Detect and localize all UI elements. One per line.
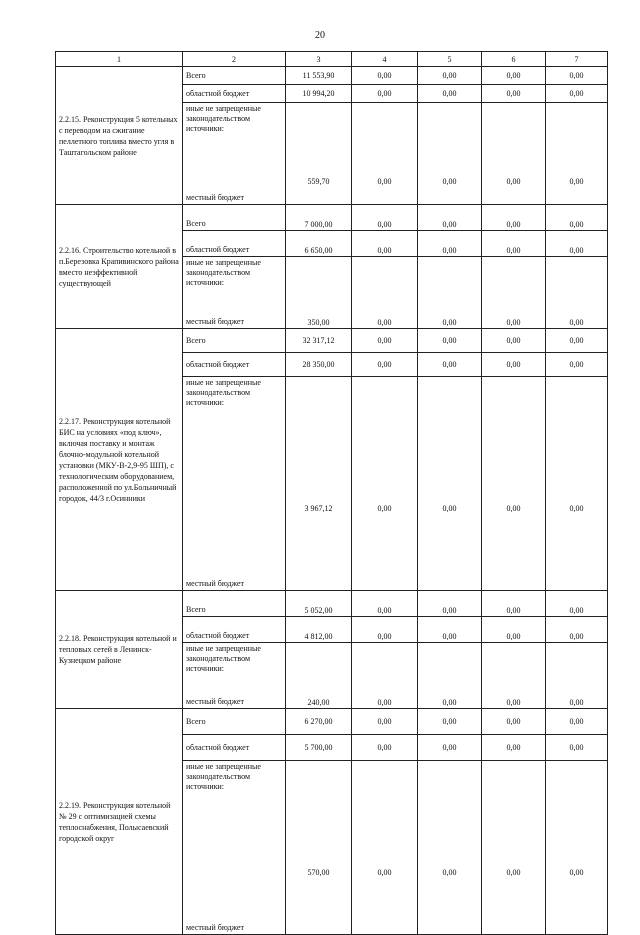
row-label-other: иные не запрещенные законодательством источники: — [183, 377, 286, 427]
row-label-other: иные не запрещенные законодательством источники: — [183, 761, 286, 811]
empty-cell — [286, 377, 352, 427]
header-cell: 6 — [482, 52, 546, 67]
empty-cell — [286, 643, 352, 685]
row-label-local: местный бюджет — [183, 685, 286, 709]
row-label-regional: областной бюджет — [183, 353, 286, 377]
row-label-regional: областной бюджет — [183, 617, 286, 643]
amount-cell: 5 700,00 — [286, 735, 352, 761]
table-row — [56, 709, 608, 735]
empty-cell — [418, 761, 482, 811]
page-number: 20 — [315, 30, 325, 41]
amount-cell: 0,00 — [482, 617, 546, 643]
amount-cell: 7 000,00 — [286, 205, 352, 231]
empty-cell — [418, 377, 482, 427]
amount-cell: 0,00 — [482, 329, 546, 353]
amount-cell: 0,00 — [546, 205, 608, 231]
amount-cell: 0,00 — [352, 685, 418, 709]
empty-cell — [352, 257, 418, 307]
empty-cell — [418, 643, 482, 685]
empty-cell — [482, 377, 546, 427]
amount-cell: 0,00 — [482, 307, 546, 329]
row-label-local: местный бюджет — [183, 307, 286, 329]
amount-cell: 0,00 — [482, 735, 546, 761]
empty-cell — [418, 103, 482, 159]
table-row — [56, 67, 608, 85]
header-cell: 4 — [352, 52, 418, 67]
amount-cell: 0,00 — [418, 159, 482, 205]
amount-cell: 0,00 — [418, 353, 482, 377]
amount-cell: 0,00 — [352, 353, 418, 377]
amount-cell: 0,00 — [352, 735, 418, 761]
row-label-total: Всего — [183, 591, 286, 617]
empty-cell — [352, 643, 418, 685]
amount-cell: 0,00 — [418, 811, 482, 935]
row-label-other: иные не запрещенные законодательством источники: — [183, 103, 286, 159]
row-label-local: местный бюджет — [183, 159, 286, 205]
amount-cell: 570,00 — [286, 811, 352, 935]
empty-cell — [286, 761, 352, 811]
amount-cell: 0,00 — [352, 231, 418, 257]
amount-cell: 0,00 — [418, 617, 482, 643]
project-title: 2.2.19. Реконструкция котельной № 29 с оптимизацией схемы теплоснабжения, Полысаевский городской округ — [56, 709, 183, 935]
amount-cell: 0,00 — [418, 231, 482, 257]
amount-cell: 0,00 — [546, 159, 608, 205]
table-row — [56, 205, 608, 231]
amount-cell: 0,00 — [352, 617, 418, 643]
row-label-regional: областной бюджет — [183, 735, 286, 761]
amount-cell: 0,00 — [482, 231, 546, 257]
amount-cell: 0,00 — [546, 307, 608, 329]
amount-cell: 0,00 — [546, 591, 608, 617]
amount-cell: 0,00 — [418, 67, 482, 85]
amount-cell: 6 270,00 — [286, 709, 352, 735]
row-label-local: местный бюджет — [183, 811, 286, 935]
amount-cell: 5 052,00 — [286, 591, 352, 617]
amount-cell: 0,00 — [352, 427, 418, 591]
amount-cell: 0,00 — [482, 427, 546, 591]
table-body — [56, 67, 608, 935]
amount-cell: 3 967,12 — [286, 427, 352, 591]
header-cell: 1 — [56, 52, 183, 67]
amount-cell: 0,00 — [546, 231, 608, 257]
row-label-total: Всего — [183, 205, 286, 231]
header-cell: 5 — [418, 52, 482, 67]
empty-cell — [546, 761, 608, 811]
empty-cell — [418, 257, 482, 307]
amount-cell: 0,00 — [546, 85, 608, 103]
amount-cell: 0,00 — [482, 85, 546, 103]
amount-cell: 6 650,00 — [286, 231, 352, 257]
empty-cell — [482, 643, 546, 685]
amount-cell: 0,00 — [352, 85, 418, 103]
amount-cell: 0,00 — [418, 307, 482, 329]
amount-cell: 0,00 — [352, 709, 418, 735]
amount-cell: 0,00 — [482, 67, 546, 85]
row-label-total: Всего — [183, 709, 286, 735]
amount-cell: 0,00 — [482, 685, 546, 709]
amount-cell: 0,00 — [546, 709, 608, 735]
row-label-total: Всего — [183, 329, 286, 353]
header-cell: 7 — [546, 52, 608, 67]
amount-cell: 0,00 — [482, 205, 546, 231]
amount-cell: 0,00 — [546, 811, 608, 935]
amount-cell: 0,00 — [482, 159, 546, 205]
amount-cell: 0,00 — [352, 591, 418, 617]
empty-cell — [546, 643, 608, 685]
amount-cell: 0,00 — [352, 811, 418, 935]
amount-cell: 0,00 — [482, 353, 546, 377]
amount-cell: 0,00 — [546, 427, 608, 591]
amount-cell: 0,00 — [352, 67, 418, 85]
amount-cell: 0,00 — [546, 617, 608, 643]
row-label-regional: областной бюджет — [183, 85, 286, 103]
amount-cell: 350,00 — [286, 307, 352, 329]
empty-cell — [482, 257, 546, 307]
row-label-regional: областной бюджет — [183, 231, 286, 257]
empty-cell — [546, 257, 608, 307]
amount-cell: 0,00 — [482, 709, 546, 735]
row-label-other: иные не запрещенные законодательством источники: — [183, 643, 286, 685]
row-label-total: Всего — [183, 67, 286, 85]
empty-cell — [546, 377, 608, 427]
amount-cell: 0,00 — [418, 329, 482, 353]
amount-cell: 0,00 — [546, 735, 608, 761]
amount-cell: 0,00 — [482, 811, 546, 935]
amount-cell: 0,00 — [418, 427, 482, 591]
amount-cell: 11 553,90 — [286, 67, 352, 85]
empty-cell — [352, 377, 418, 427]
empty-cell — [482, 761, 546, 811]
amount-cell: 0,00 — [352, 159, 418, 205]
amount-cell: 0,00 — [352, 307, 418, 329]
row-label-other: иные не запрещенные законодательством источники: — [183, 257, 286, 307]
empty-cell — [546, 103, 608, 159]
amount-cell: 0,00 — [352, 205, 418, 231]
empty-cell — [286, 103, 352, 159]
project-title: 2.2.16. Строительство котельной в п.Березовка Крапивинского района вместо неэффективной существующей — [56, 205, 183, 329]
amount-cell: 0,00 — [418, 709, 482, 735]
header-row — [56, 52, 608, 67]
amount-cell: 32 317,12 — [286, 329, 352, 353]
header-cell: 2 — [183, 52, 286, 67]
budget-table — [55, 51, 608, 935]
amount-cell: 10 994,20 — [286, 85, 352, 103]
empty-cell — [352, 761, 418, 811]
header-cell: 3 — [286, 52, 352, 67]
amount-cell: 0,00 — [418, 685, 482, 709]
empty-cell — [352, 103, 418, 159]
amount-cell: 0,00 — [546, 353, 608, 377]
amount-cell: 0,00 — [418, 205, 482, 231]
amount-cell: 0,00 — [418, 85, 482, 103]
project-title: 2.2.15. Реконструкция 5 котельных с переводом на сжигание пеллетного топлива вместо угля в Таштагольском районе — [56, 67, 183, 205]
table-row — [56, 591, 608, 617]
empty-cell — [482, 103, 546, 159]
amount-cell: 4 812,00 — [286, 617, 352, 643]
amount-cell: 0,00 — [546, 67, 608, 85]
amount-cell: 240,00 — [286, 685, 352, 709]
amount-cell: 0,00 — [352, 329, 418, 353]
amount-cell: 0,00 — [546, 685, 608, 709]
amount-cell: 0,00 — [482, 591, 546, 617]
row-label-local: местный бюджет — [183, 427, 286, 591]
empty-cell — [286, 257, 352, 307]
project-title: 2.2.18. Реконструкция котельной и тепловых сетей в Ленинск-Кузнецком районе — [56, 591, 183, 709]
amount-cell: 0,00 — [418, 735, 482, 761]
project-title: 2.2.17. Реконструкция котельной БИС на условиях «под ключ», включая поставку и монтаж блочно-модульной котельной установки (МКУ-В-2,9-95 ШП), с технологическим оборудованием, расположенной по ул.Больничный городок, 44/3 г.Осинники — [56, 329, 183, 591]
amount-cell: 0,00 — [546, 329, 608, 353]
amount-cell: 28 350,00 — [286, 353, 352, 377]
amount-cell: 0,00 — [418, 591, 482, 617]
amount-cell: 559,70 — [286, 159, 352, 205]
table-row — [56, 329, 608, 353]
